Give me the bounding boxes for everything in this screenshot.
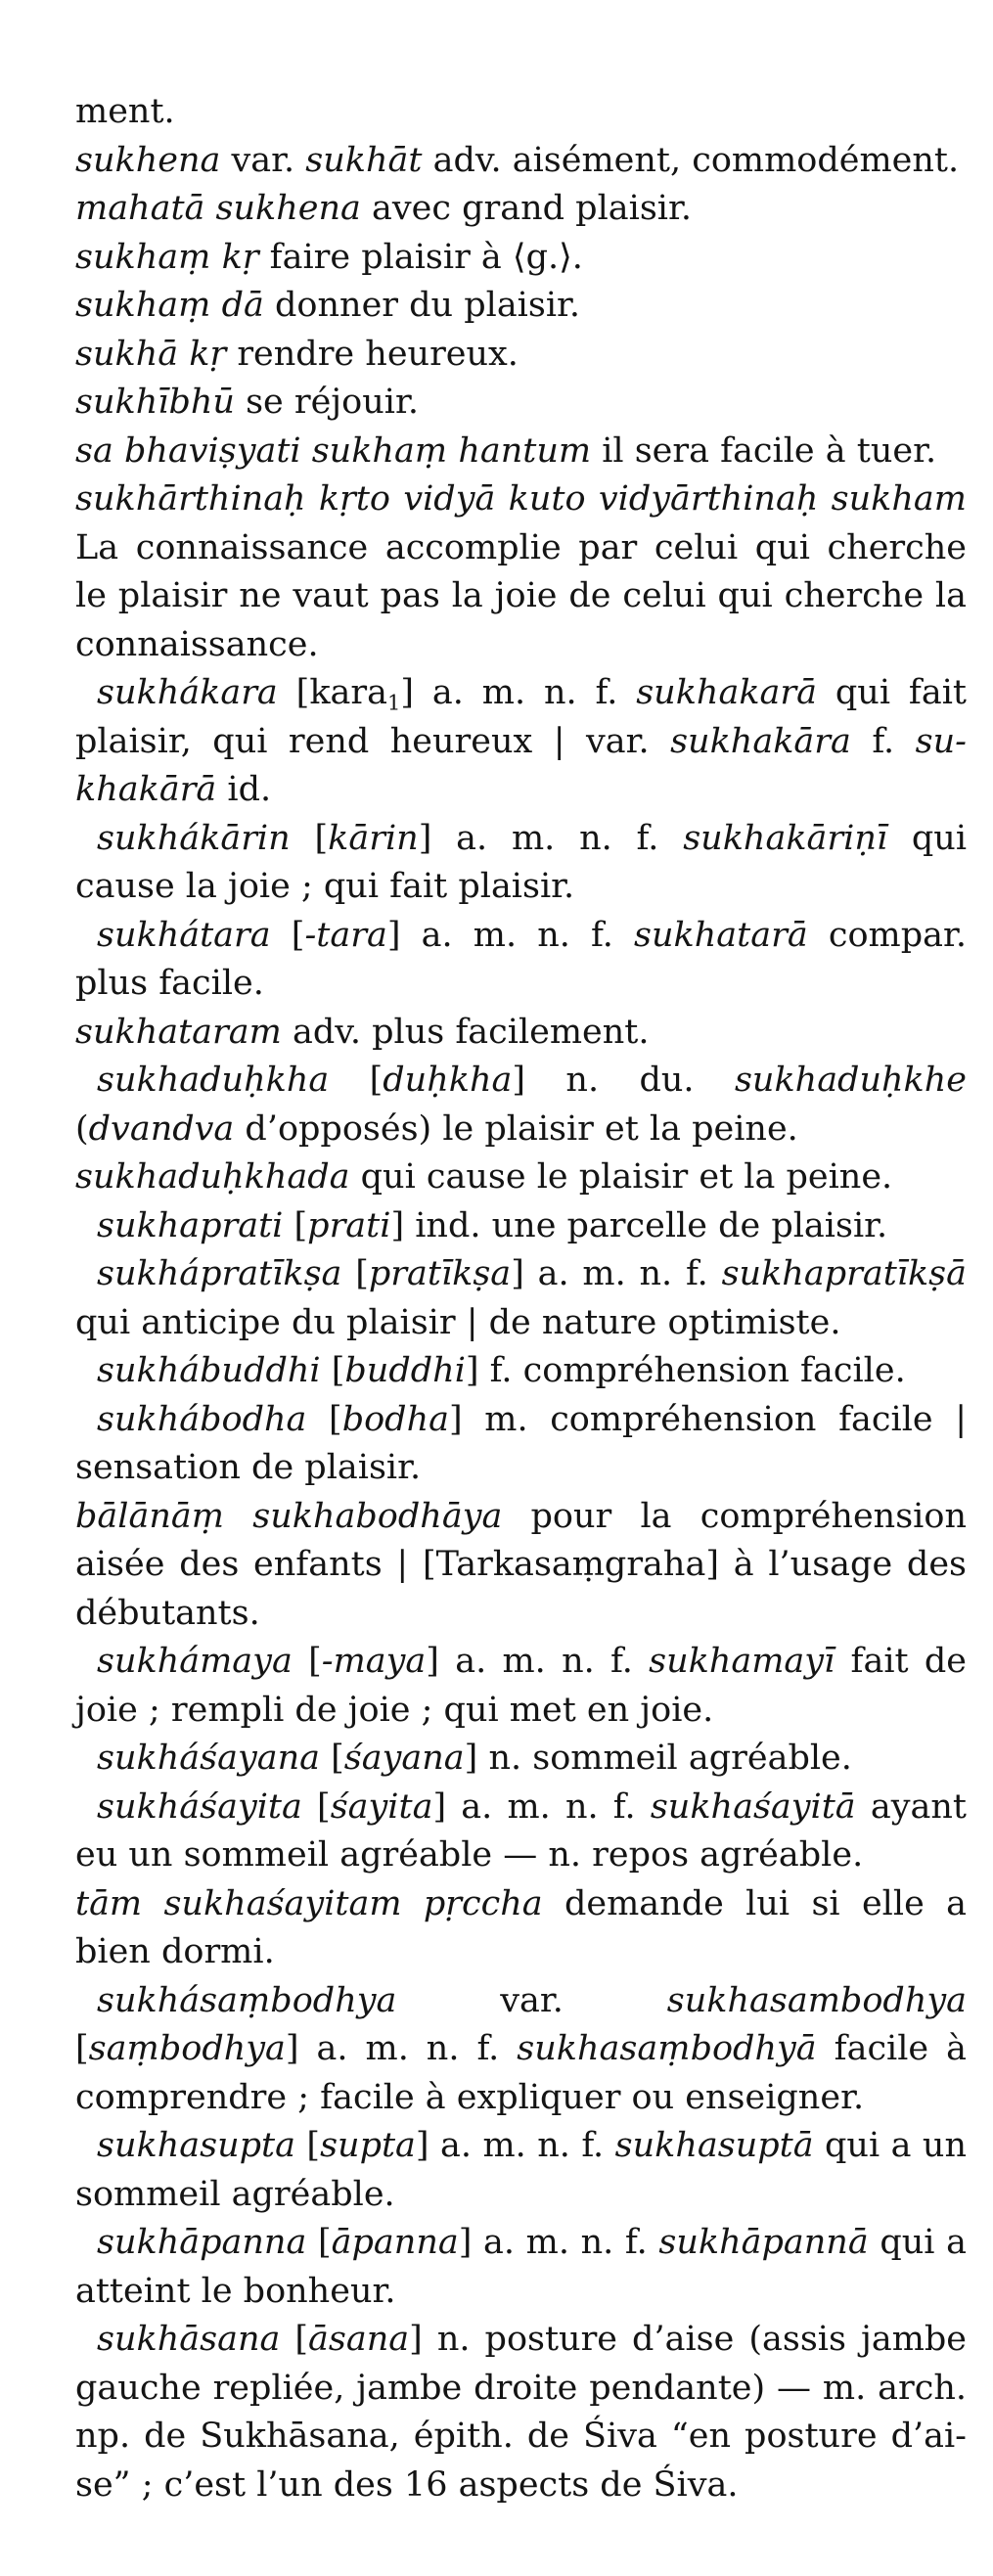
definition-text: rendre heureux. bbox=[226, 334, 519, 374]
sanskrit-term: sukhábuddhi bbox=[97, 1351, 321, 1390]
sanskrit-term: sukhībhū bbox=[75, 383, 235, 422]
definition-text: ] n. sommeil agréable. bbox=[464, 1739, 852, 1778]
definition-text: se réjouir. bbox=[234, 383, 419, 422]
definition-text: [ bbox=[294, 2126, 321, 2165]
definition-text: ] n. du. bbox=[512, 1061, 735, 1100]
definition-text: [ bbox=[301, 1786, 331, 1827]
dictionary-entry bbox=[75, 1057, 967, 1153]
definition-text: qui anticipe du plaisir | de nature optimiste. bbox=[75, 1302, 841, 1342]
sanskrit-term: sukhásaṃbodhya bbox=[97, 1980, 397, 2020]
definition-text: var. bbox=[396, 1980, 667, 2020]
sanskrit-term: mahatā sukhena bbox=[75, 189, 361, 228]
sanskrit-term: pratīkṣa bbox=[368, 1254, 512, 1293]
sanskrit-term: sukhakāriṇī bbox=[683, 818, 888, 858]
sanskrit-term: sukhasambodhya bbox=[666, 1980, 967, 2020]
definition-text: [ bbox=[306, 2223, 332, 2262]
definition-text: pour la compréhension aisée des enfants | [Tarkasaṃgraha] à l’usage des débutants. bbox=[75, 1496, 967, 1633]
definition-text: ayant eu un sommeil agréable — n. repos agréable. bbox=[75, 1786, 967, 1875]
definition-text: qui cause la joie ; qui fait plaisir. bbox=[75, 818, 968, 906]
dictionary-entry bbox=[75, 1250, 967, 1347]
definition-text: f. bbox=[850, 721, 916, 761]
sanskrit-term: āpanna bbox=[331, 2223, 459, 2262]
sanskrit-term: sukhāt bbox=[305, 140, 423, 180]
sanskrit-term: tām sukhaśayitam pṛccha bbox=[75, 1883, 543, 1923]
definition-text: [kara bbox=[277, 673, 387, 712]
sanskrit-term: sukhápratīkṣa bbox=[97, 1254, 342, 1293]
definition-text: id. bbox=[216, 770, 272, 809]
definition-text: facile à comprendre ; facile à expliquer ou enseigner. bbox=[75, 2029, 967, 2117]
definition-text: ] a. m. n. f. bbox=[426, 1642, 650, 1681]
dictionary-entry bbox=[75, 475, 967, 669]
definition-text: qui a atteint le bonheur. bbox=[75, 2223, 967, 2311]
sanskrit-term: prati bbox=[307, 1205, 391, 1245]
sanskrit-term: sukhāpannā bbox=[658, 2223, 869, 2262]
sanskrit-term: sukhakarā bbox=[636, 673, 818, 712]
dictionary-entry bbox=[75, 1396, 967, 1493]
sanskrit-term: -maya bbox=[321, 1642, 427, 1681]
definition-text: [ bbox=[320, 1739, 344, 1778]
definition-text: ] a. m. n. f. bbox=[418, 818, 684, 858]
definition-text: [ bbox=[283, 1205, 308, 1245]
definition-text: ] a. m. n. f. bbox=[415, 2126, 615, 2165]
definition-text: adv. plus facilement. bbox=[281, 1012, 650, 1052]
definition-text: ] n. posture d’aise (assis jambe gauche repliée, jambe droite pendante) — m. arch. np. de Sukhāsana, épith. de Śiva “en posture d’aise” ; c’est l’un des 16 aspects de Śiva. bbox=[75, 2320, 968, 2505]
sanskrit-term: sukhasuptā bbox=[614, 2126, 814, 2165]
definition-text: qui cause le plaisir et la peine. bbox=[349, 1157, 893, 1197]
sanskrit-term: sukhasupta bbox=[97, 2126, 295, 2165]
definition-text: var. bbox=[220, 140, 306, 180]
dictionary-entry bbox=[75, 234, 967, 283]
definition-text: [ bbox=[270, 915, 305, 955]
sanskrit-term: duḥkha bbox=[383, 1061, 513, 1100]
definition-text: d’opposés) le plaisir et la peine. bbox=[234, 1108, 798, 1149]
sanskrit-term: sukháśayita bbox=[97, 1786, 302, 1827]
dictionary-entry bbox=[75, 185, 967, 234]
sanskrit-term: śayana bbox=[343, 1739, 465, 1778]
dictionary-entry bbox=[75, 1880, 967, 1977]
definition-text: ] a. m. n. f. bbox=[400, 673, 637, 712]
definition-text: ] a. m. n. f. bbox=[432, 1786, 651, 1827]
dictionary-entry bbox=[75, 1784, 967, 1880]
definition-text: ment. bbox=[75, 92, 175, 131]
sanskrit-term: sukhataram bbox=[75, 1012, 282, 1052]
sanskrit-term: buddhi bbox=[344, 1351, 466, 1390]
definition-text: qui a un sommeil agréable. bbox=[75, 2126, 968, 2214]
sanskrit-term: sukhakāra bbox=[670, 721, 851, 761]
definition-text: demande lui si elle a bien dormi. bbox=[75, 1883, 967, 1971]
dictionary-entry bbox=[75, 1153, 967, 1202]
sanskrit-term: -tara bbox=[304, 915, 387, 955]
definition-text: [ bbox=[280, 2320, 309, 2359]
dictionary-entry bbox=[75, 428, 967, 476]
definition-text: adv. aisément, commodément. bbox=[422, 140, 960, 180]
sanskrit-term: sukhāpanna bbox=[97, 2223, 307, 2262]
definition-text: ] m. compréhension facile | sensation de plaisir. bbox=[75, 1399, 968, 1487]
sanskrit-term: sukhaṃ dā bbox=[75, 286, 264, 325]
dictionary-entry bbox=[75, 379, 967, 428]
sanskrit-term: sukhāsana bbox=[97, 2320, 281, 2359]
sanskrit-term: dvandva bbox=[88, 1108, 235, 1149]
dictionary-entry bbox=[75, 1347, 967, 1396]
definition-text: ] a. m. n. f. bbox=[458, 2223, 659, 2262]
sanskrit-term: sukhārthinaḥ kṛto vidyā kuto vidyārthinaḥ sukham bbox=[75, 479, 967, 519]
subscript-number: 1 bbox=[387, 691, 401, 715]
definition-text: [ bbox=[75, 2029, 89, 2068]
definition-text: [ bbox=[329, 1061, 384, 1100]
sanskrit-term: sukhaṃ kṛ bbox=[75, 237, 259, 277]
sanskrit-term: sukhákārin bbox=[97, 818, 291, 858]
dictionary-entry bbox=[75, 137, 967, 186]
definition-text: [ bbox=[320, 1351, 345, 1390]
sanskrit-term: sukhatarā bbox=[634, 915, 808, 955]
dictionary-entry bbox=[75, 2219, 967, 2316]
dictionary-entry bbox=[75, 1202, 967, 1251]
definition-text: ( bbox=[75, 1108, 89, 1149]
sanskrit-term: sukhaduḥkhada bbox=[75, 1157, 350, 1197]
dictionary-entry bbox=[75, 1493, 967, 1639]
sanskrit-term: śayita bbox=[330, 1786, 433, 1827]
definition-text: avec grand plaisir. bbox=[360, 189, 693, 228]
definition-text: qui fait plaisir, qui rend heureux | var. bbox=[75, 673, 967, 761]
sanskrit-term: supta bbox=[320, 2126, 416, 2165]
definition-text: ] a. m. n. f. bbox=[285, 2029, 518, 2068]
dictionary-entry bbox=[75, 1735, 967, 1784]
sanskrit-term: sukhakārā bbox=[75, 721, 967, 809]
sanskrit-term: saṃbodhya bbox=[88, 2029, 286, 2068]
dictionary-entry bbox=[75, 669, 967, 815]
dictionary-entry bbox=[75, 815, 967, 912]
sanskrit-term: sukhamayī bbox=[649, 1642, 835, 1681]
definition-text: il sera facile à tuer. bbox=[591, 430, 937, 471]
dictionary-entry bbox=[75, 912, 967, 1009]
dictionary-entry bbox=[75, 2122, 967, 2219]
dictionary-entry bbox=[75, 2316, 967, 2509]
dictionary-entry bbox=[75, 88, 967, 137]
dictionary-entry bbox=[75, 1638, 967, 1735]
definition-text: [ bbox=[292, 1642, 322, 1681]
sanskrit-term: sukhaprati bbox=[97, 1205, 284, 1245]
sanskrit-term: sukhákara bbox=[97, 673, 278, 712]
definition-text: donner du plaisir. bbox=[263, 286, 581, 325]
dictionary-entry bbox=[75, 1009, 967, 1058]
sanskrit-term: sukhapratīkṣā bbox=[721, 1254, 968, 1293]
sanskrit-term: sukháśayana bbox=[97, 1739, 320, 1778]
sanskrit-term: sukhámaya bbox=[97, 1642, 293, 1681]
sanskrit-term: sukhaduḥkha bbox=[97, 1061, 330, 1100]
dictionary-entry bbox=[75, 282, 967, 331]
dictionary-entries bbox=[75, 88, 967, 2509]
sanskrit-term: sukhaduḥkhe bbox=[734, 1061, 968, 1100]
sanskrit-term: sukhátara bbox=[97, 915, 271, 955]
sanskrit-term: kārin bbox=[328, 818, 419, 858]
definition-text: compar. plus facile. bbox=[75, 915, 967, 1003]
definition-text: [ bbox=[306, 1399, 342, 1439]
sanskrit-term: sa bhaviṣyati sukhaṃ hantum bbox=[75, 430, 592, 471]
dictionary-entry bbox=[75, 1977, 967, 2123]
definition-text: ] a. m. n. f. bbox=[386, 915, 635, 955]
sanskrit-term: bālānāṃ sukhabodhāya bbox=[75, 1496, 503, 1536]
sanskrit-term: āsana bbox=[308, 2320, 410, 2359]
definition-text: fait de joie ; rempli de joie ; qui met en joie. bbox=[75, 1642, 968, 1730]
definition-text: ] a. m. n. f. bbox=[511, 1254, 722, 1293]
definition-text: La connaissance accomplie par celui qui cherche le plaisir ne vaut pas la joie de celui qui cherche la connaissance. bbox=[75, 527, 967, 664]
definition-text: ] ind. une parcelle de plaisir. bbox=[390, 1205, 888, 1245]
dictionary-entry bbox=[75, 331, 967, 380]
definition-text: [ bbox=[290, 818, 329, 858]
sanskrit-term: sukhā kṛ bbox=[75, 334, 227, 374]
definition-text: faire plaisir à ⟨g.⟩. bbox=[258, 237, 583, 277]
sanskrit-term: sukhaśayitā bbox=[650, 1786, 856, 1827]
sanskrit-term: bodha bbox=[341, 1399, 449, 1439]
definition-text: [ bbox=[341, 1254, 369, 1293]
sanskrit-term: sukhasaṃbodhyā bbox=[517, 2029, 817, 2068]
sanskrit-term: sukhena bbox=[75, 140, 221, 180]
sanskrit-term: sukhábodha bbox=[97, 1399, 307, 1439]
definition-text: ] f. compréhension facile. bbox=[465, 1351, 906, 1390]
